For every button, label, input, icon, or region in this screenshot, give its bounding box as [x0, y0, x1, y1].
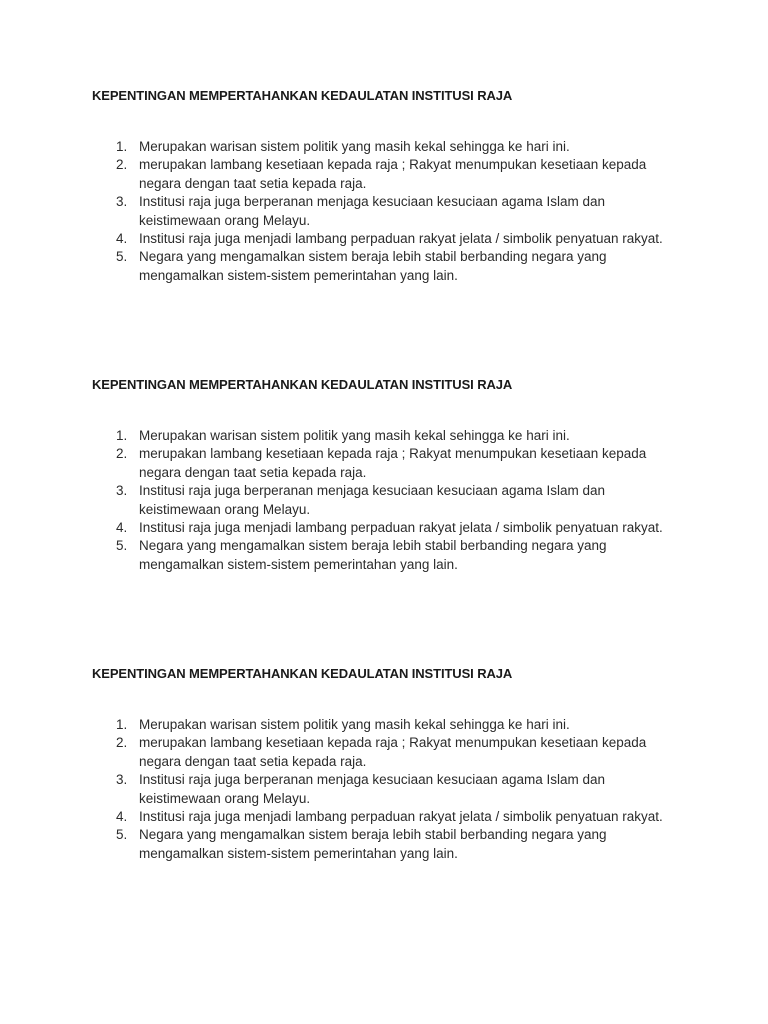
list-item [92, 808, 669, 826]
numbered-list [92, 716, 692, 863]
list-item [92, 193, 669, 230]
item-text: Institusi raja juga berperanan menjaga kesuciaan kesuciaan agama Islam dan keistimewaan orang Melayu. [139, 483, 606, 517]
item-text: merupakan lambang kesetiaan kepada raja ; Rakyat menumpukan kesetiaan kepada negara dengan taat setia kepada raja. [139, 446, 647, 480]
list-item [92, 427, 669, 445]
item-number: 4. [116, 809, 128, 825]
list-item [92, 826, 669, 863]
section-heading: KEPENTINGAN MEMPERTAHANKAN KEDAULATAN INSTITUSI RAJA [92, 88, 513, 103]
item-text: merupakan lambang kesetiaan kepada raja ; Rakyat menumpukan kesetiaan kepada negara dengan taat setia kepada raja. [139, 735, 647, 769]
item-number: 4. [116, 520, 128, 536]
item-text: Institusi raja juga berperanan menjaga kesuciaan kesuciaan agama Islam dan keistimewaan orang Melayu. [139, 194, 606, 228]
list-item [92, 138, 669, 156]
list-item [92, 537, 669, 574]
numbered-list [92, 427, 692, 574]
numbered-list [92, 138, 692, 285]
list-item [92, 248, 669, 285]
item-number: 1. [116, 717, 128, 732]
list-item [92, 230, 669, 248]
item-text: Institusi raja juga menjadi lambang perpaduan rakyat jelata / simbolik penyatuan rakyat. [139, 231, 663, 247]
item-text: Merupakan warisan sistem politik yang masih kekal sehingga ke hari ini. [139, 428, 570, 443]
item-number: 4. [116, 231, 128, 247]
item-number: 3. [116, 483, 128, 499]
section-1 [92, 88, 692, 285]
section-heading: KEPENTINGAN MEMPERTAHANKAN KEDAULATAN INSTITUSI RAJA [92, 377, 513, 392]
section-3 [92, 666, 692, 863]
item-text: Institusi raja juga menjadi lambang perpaduan rakyat jelata / simbolik penyatuan rakyat. [139, 520, 663, 536]
section-2 [92, 377, 692, 574]
item-text: Institusi raja juga menjadi lambang perpaduan rakyat jelata / simbolik penyatuan rakyat. [139, 809, 663, 825]
item-number: 2. [116, 446, 128, 462]
item-number: 3. [116, 194, 128, 210]
item-number: 1. [116, 139, 128, 154]
list-item [92, 734, 669, 771]
list-item [92, 771, 669, 808]
item-text: Institusi raja juga berperanan menjaga kesuciaan kesuciaan agama Islam dan keistimewaan orang Melayu. [139, 772, 606, 806]
section-heading: KEPENTINGAN MEMPERTAHANKAN KEDAULATAN INSTITUSI RAJA [92, 666, 513, 681]
list-item [92, 519, 669, 537]
list-item [92, 716, 669, 734]
item-number: 5. [116, 249, 128, 265]
list-item [92, 156, 669, 193]
list-item [92, 482, 669, 519]
list-item [92, 445, 669, 482]
item-text: Merupakan warisan sistem politik yang masih kekal sehingga ke hari ini. [139, 717, 570, 732]
item-number: 1. [116, 428, 128, 443]
item-number: 3. [116, 772, 128, 788]
item-text: Negara yang mengamalkan sistem beraja lebih stabil berbanding negara yang mengamalkan sistem-sistem pemerintahan yang lain. [139, 827, 607, 861]
item-number: 5. [116, 827, 128, 843]
item-text: Negara yang mengamalkan sistem beraja lebih stabil berbanding negara yang mengamalkan sistem-sistem pemerintahan yang lain. [139, 538, 607, 572]
item-text: Negara yang mengamalkan sistem beraja lebih stabil berbanding negara yang mengamalkan sistem-sistem pemerintahan yang lain. [139, 249, 607, 283]
item-number: 2. [116, 157, 128, 173]
item-number: 5. [116, 538, 128, 554]
item-number: 2. [116, 735, 128, 751]
item-text: Merupakan warisan sistem politik yang masih kekal sehingga ke hari ini. [139, 139, 570, 154]
item-text: merupakan lambang kesetiaan kepada raja ; Rakyat menumpukan kesetiaan kepada negara dengan taat setia kepada raja. [139, 157, 647, 191]
